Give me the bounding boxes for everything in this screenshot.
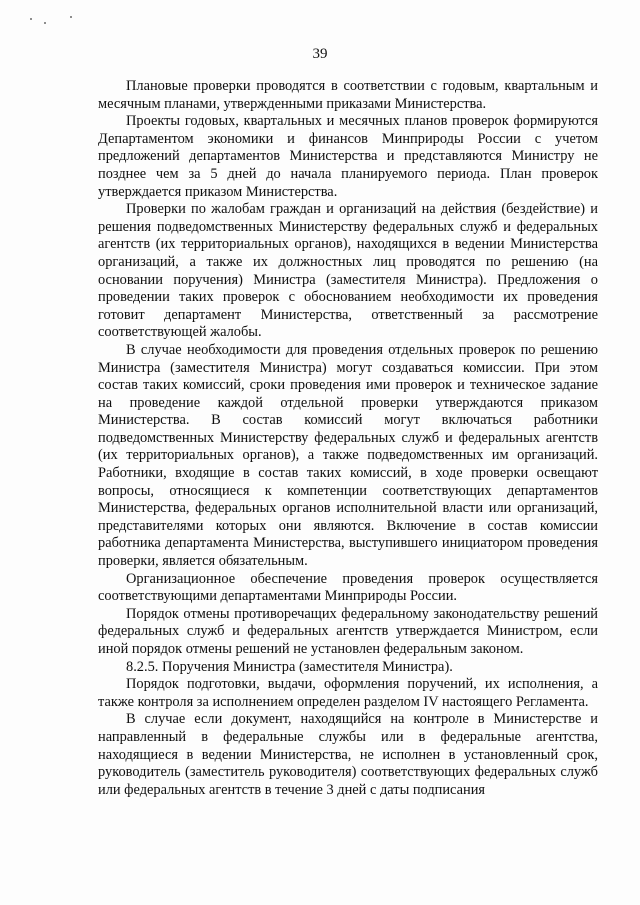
paragraph-organizational-support: Организационное обеспечение проведения проверок осуществляется соответствующими департаментами Минприроды России. <box>98 570 598 605</box>
paragraph-instructions-procedure: Порядок подготовки, выдачи, оформления поручений, их исполнения, а также контроля за исполнением определен разделом IV настоящего Регламента. <box>98 676 598 710</box>
paragraph-complaint-inspections: Проверки по жалобам граждан и организаций на действия (бездействие) и решения подведомственных Министерству федеральных служб и федеральных агентств (их территориальных органов), находящихся в ведении Министерства организаций, а также их должностных лиц проводятся по решению (на основании поручения) Министра (заместителя Министра). Предложения о проведении таких проверок с обоснованием необходимости их проведения готовит департамент Министерства, ответственный за рассмотрение соответствующей жалобы. <box>98 201 598 341</box>
paragraph-planned-inspections: Плановые проверки проводятся в соответствии с годовым, квартальным и месячным планами, утвержденными приказами Министерства. <box>98 78 598 112</box>
paragraph-unexecuted-document: В случае если документ, находящийся на контроле в Министерстве и направленный в федеральные службы или в федеральные агентства, находящиеся в ведении Министерства, не исполнен в установленный срок, руководитель (заместитель руководителя) соответствующих федеральных служб или федеральных агентств в течение 3 дней с даты подписания <box>98 711 598 798</box>
paragraph-plan-drafts: Проекты годовых, квартальных и месячных планов проверок формируются Департаментом экономики и финансов Минприроды России с учетом предложений департаментов Министерства и представляются Министру не позднее чем за 5 дней до начала планируемого периода. План проверок утверждается приказом Министерства. <box>98 113 598 200</box>
paragraph-commissions: В случае необходимости для проведения отдельных проверок по решению Министра (заместителя Министра) могут создаваться комиссии. При этом состав таких комиссий, сроки проведения ими проверок и техническое задание на проведение каждой отдельной проверки утверждаются приказом Министерства. В состав комиссий могут включаться работники подведомственных Министерству федеральных служб и федеральных агентств (их территориальных органов), а также подведомственных им организаций. Работники, входящие в состав таких комиссий, в ходе проверки освещают вопросы, относящиеся к компетенции соответствующих департаментов Министерства, федеральных органов исполнительной власти или организаций, представителями которых они являются. Включение в состав комиссии работника департамента Министерства, выступившего инициатором проведения проверки, является обязательным. <box>98 341 598 570</box>
scan-speck <box>44 22 46 24</box>
paragraph-decision-cancellation: Порядок отмены противоречащих федеральному законодательству решений федеральных служб и федеральных агентств утверждается Министром, если иной порядок отмены решений не установлен федеральным законом. <box>98 605 598 657</box>
section-heading-8-2-5: 8.2.5. Поручения Министра (заместителя Министра). <box>126 658 453 675</box>
scan-speck <box>70 16 72 18</box>
document-body <box>98 78 598 799</box>
page-number: 39 <box>312 46 328 62</box>
scan-speck <box>30 18 32 20</box>
